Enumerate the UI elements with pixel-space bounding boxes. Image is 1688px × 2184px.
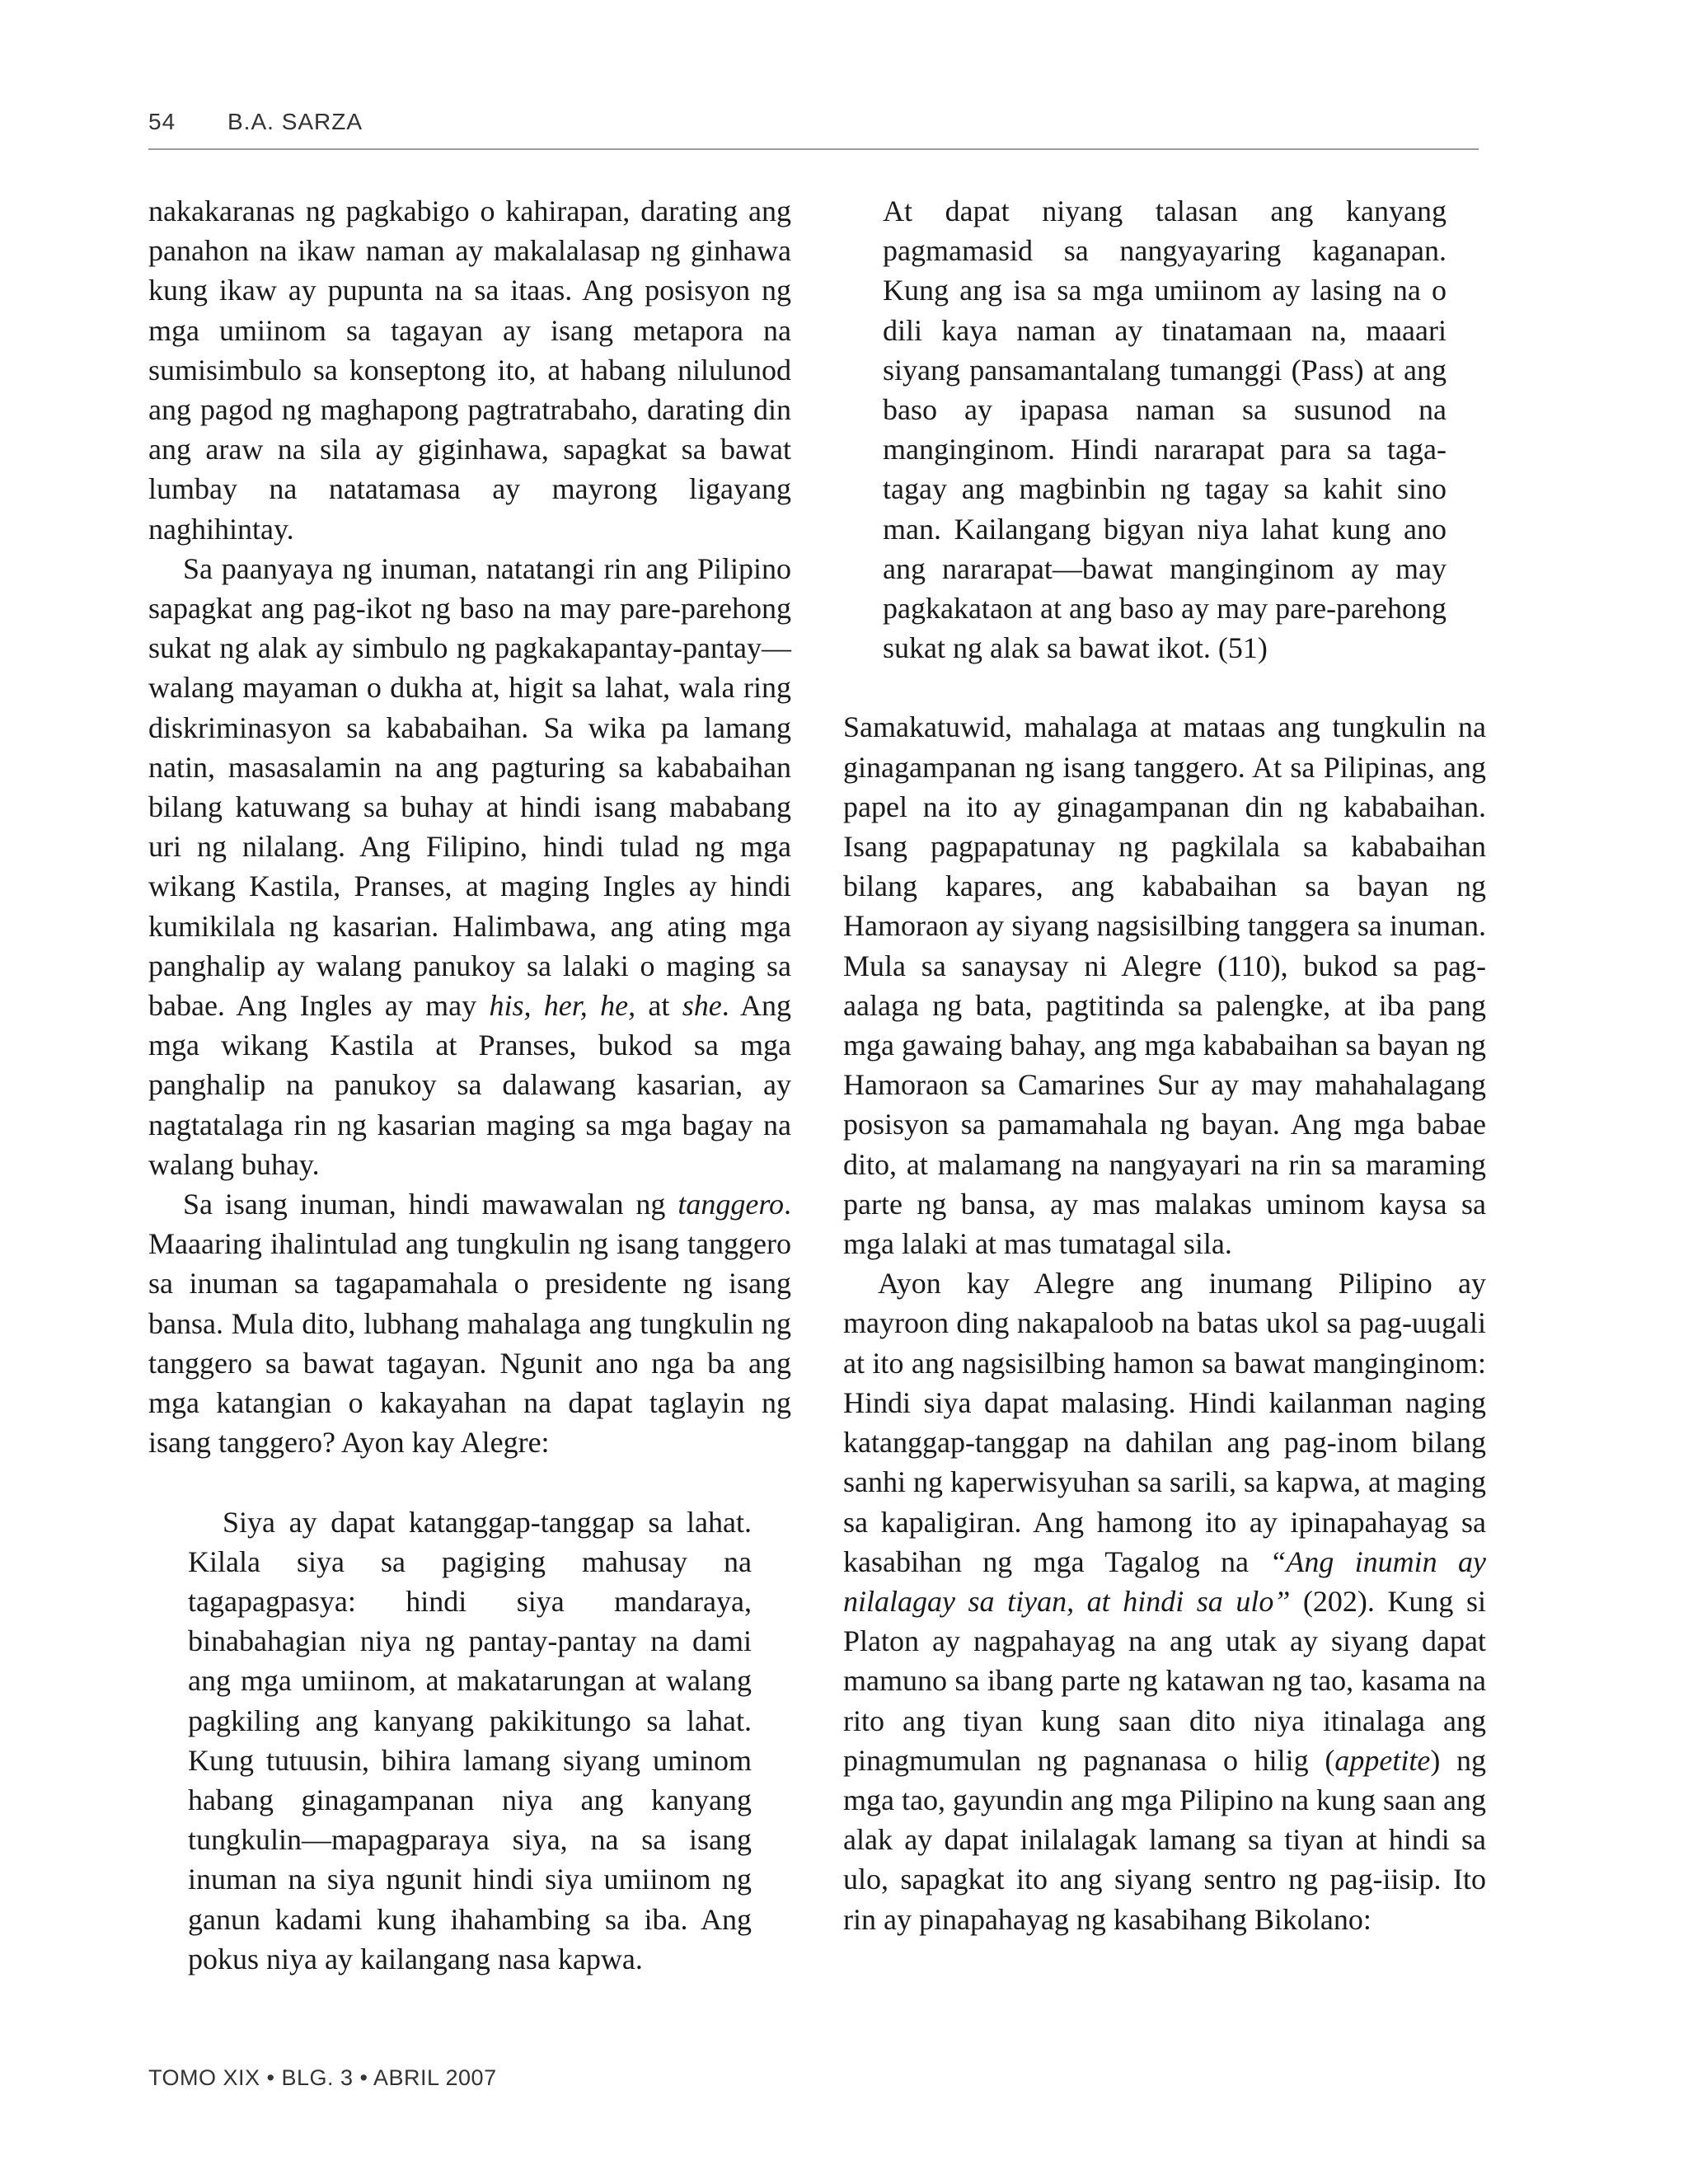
text-run: ) ng mga tao, gayundin ang mga Pilipino na kung saan ang alak ay dapat inilalagak lamang sa tiyan at hindi sa ulo, sapagkat ito ang siyang sentro ng pag-iisip. Ito rin ay pinapahayag ng kasabihang Bikolano: [843, 1743, 1486, 1936]
text-run: at [635, 989, 682, 1023]
text-run: (202). Kung si Platon ay nagpahayag na ang utak ay siyang dapat mamuno sa ibang parte ng katawan ng tao, kasama na rito ang tiyan kung saan dito niya itinalaga ang pinagmumulan ng pagnanasa o hilig ( [843, 1584, 1486, 1777]
page-number: 54 [148, 109, 176, 134]
right-column [843, 191, 1486, 1939]
block-quote-continued [883, 191, 1447, 668]
text-run: Ayon kay Alegre ang inumang Pilipino ay mayroon ding nakapaloob na batas ukol sa pag-uugali at ito ang nagsisilbing hamon sa bawat manginginom: Hindi siya dapat malasing. Hindi kailanman naging katanggap-tanggap na dahilan ang pag-inom bilang sanhi ng kaperwisyuhan sa sarili, sa kapwa, at maging sa kapaligiran. Ang hamong ito ay ipinapahayag sa kasabihan ng mga Tagalog na [843, 1267, 1486, 1578]
paragraph [148, 1184, 791, 1462]
text-run: . Maaaring ihalintulad ang tungkulin ng isang tanggero sa inuman sa tagapamahala o presidente ng isang bansa. Mula dito, lubhang mahalaga ang tungkulin ng tanggero sa bawat tagayan. Ngunit ano nga ba ang mga katangian o kakayahan na dapat taglayin ng isang tanggero? Ayon kay Alegre: [148, 1188, 791, 1460]
italic-text: she [682, 989, 722, 1023]
paragraph: Samakatuwid, mahalaga at mataas ang tungkulin na ginagampanan ng isang tanggero. At sa Pilipinas, ang papel na ito ay ginagampanan din ng kababaihan. Isang pagpapatunay ng pagkilala sa kababaihan bilang kapares, ang kababaihan sa bayan ng Hamoraon ay siyang nagsisilbing tanggera sa inuman. Mula sa sanaysay ni Alegre (110), bukod sa pag-aalaga ng bata, pagtitinda sa palengke, at iba pang mga gawaing bahay, ang mga kababaihan sa bayan ng Hamoraon sa Camarines Sur ay may mahahalagang posisyon sa pamamahala ng bayan. Ang mga babae dito, at malamang na nangyayari na rin sa maraming parte ng bansa, ay mas malakas uminom kaysa sa mga lalaki at mas tumatagal sila. [843, 710, 1486, 1261]
left-column [148, 191, 791, 2018]
paragraph: nakakaranas ng pagkabigo o kahirapan, darating ang panahon na ikaw naman ay makalalasap ng ginhawa kung ikaw ay pupunta na sa itaas. Ang posisyon ng mga umiinom sa tagayan ay isang metapora na sumisimbulo sa konseptong ito, at habang nilulunod ang pagod ng maghapong pagtratrabaho, darating din ang araw na sila ay giginhawa, sapagkat sa bawat lumbay na natatamasa ay mayrong ligayang naghihintay. [148, 194, 791, 546]
block-quote [188, 1502, 752, 1979]
italic-text: his, her, he, [489, 989, 636, 1023]
quote-paragraph: At dapat niyang talasan ang kanyang pagmamasid sa nangyayaring kaganapan. Kung ang isa sa mga umiinom ay lasing na o dili kaya naman ay tinatamaan na, maaari siyang pansamantalang tumanggi (Pass) at ang baso ay ipapasa naman sa susunod na manginginom. Hindi nararapat para sa taga-tagay ang magbinbin ng tagay sa kahit sino man. Kailangang bigyan niya lahat kung ano ang nararapat—bawat manginginom ay may pagkakataon at ang baso ay may pare-parehong sukat ng alak sa bawat ikot. (51) [883, 194, 1447, 665]
text-run: Sa paanyaya ng inuman, natatangi rin ang Pilipino sapagkat ang pag-ikot ng baso na may pare-parehong sukat ng alak ay simbulo ng pagkakapantay-pantay—walang mayaman o dukha at, higit sa lahat, wala ring diskriminasyon sa kababaihan. Sa wika pa lamang natin, masasalamin na ang pagturing sa kababaihan bilang katuwang sa buhay at hindi isang mababang uri ng nilalang. Ang Filipino, hindi tulad ng mga wikang Kastila, Pranses, at maging Ingles ay hindi kumikilala ng kasarian. Halimbawa, ang ating mga panghalip ay walang panukoy sa lalaki o maging sa babae. Ang Ingles ay may [148, 551, 791, 1023]
text-run: . Ang mga wikang Kastila at Pranses, bukod sa mga panghalip na panukoy sa dalawang kasarian, ay nagtatalaga rin ng kasarian maging sa mga bagay na walang buhay. [148, 989, 792, 1181]
paragraph [843, 1263, 1486, 1938]
running-header [148, 105, 1479, 150]
running-footer: TOMO XIX • BLG. 3 • ABRIL 2007 [148, 2065, 497, 2090]
text-run: Sa isang inuman, hindi mawawalan ng [183, 1188, 678, 1221]
paragraph [148, 549, 791, 1184]
italic-text: “Ang inumin ay nilalagay sa tiyan, at hindi sa ulo” [843, 1544, 1486, 1618]
running-head-author: B.A. SARZA [227, 109, 363, 134]
italic-text: tanggero [678, 1188, 784, 1221]
italic-text: appetite [1334, 1743, 1431, 1777]
quote-paragraph: Siya ay dapat katanggap-tanggap sa lahat. Kilala siya sa pagiging mahusay na tagapagpasya: hindi siya mandaraya, binabahagian niya ng pantay-pantay na dami ang mga umiinom, at makatarungan at walang pagkiling ang kanyang pakikitungo sa lahat. Kung tutuusin, bihira lamang siyang uminom habang ginagampanan niya ang kanyang tungkulin—mapagparaya siya, na sa isang inuman na siya ngunit hindi siya umiinom ng ganun kadami kung ihahambing sa iba. Ang pokus niya ay kailangang nasa kapwa. [188, 1505, 752, 1975]
